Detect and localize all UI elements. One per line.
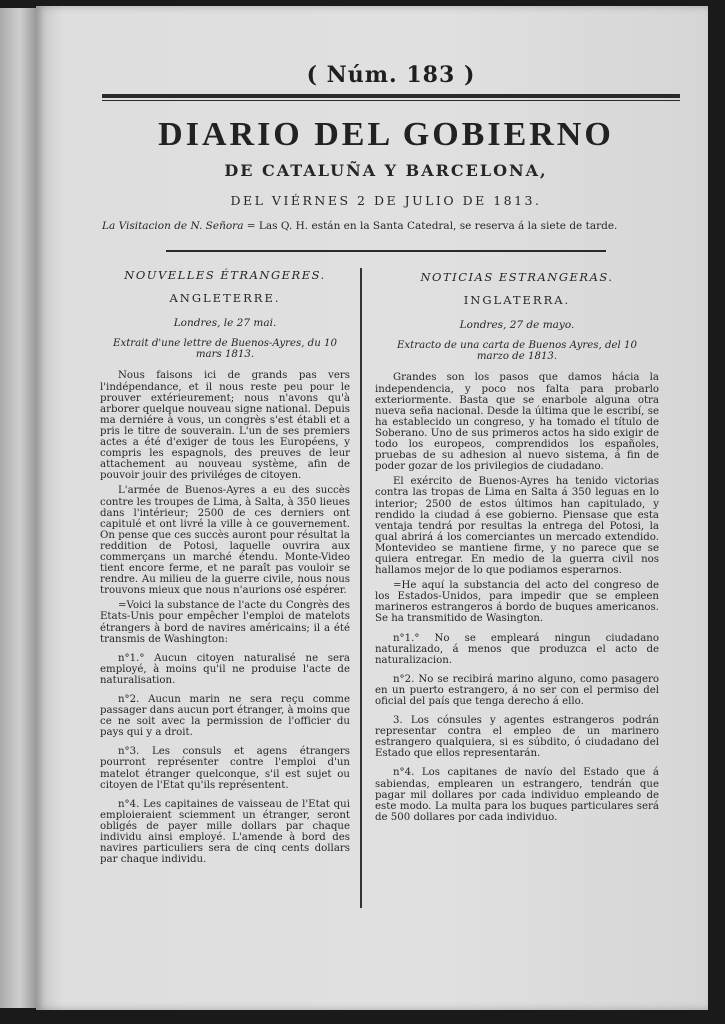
newspaper-title: DIARIO DEL GOBIERNO bbox=[158, 116, 614, 153]
spanish-country: INGLATERRA. bbox=[463, 293, 571, 308]
french-country: ANGLETERRE. bbox=[169, 291, 281, 306]
french-paragraph: =Voici la substance de l'acte du Congrès des Etats-Unis pour empêcher l'emploi de matelots étrangers à bord de navires américains; il a été transmis de Washington: bbox=[100, 600, 350, 645]
top-rule bbox=[102, 94, 680, 98]
french-paragraph: Nous faisons ici de grands pas vers l'indépendance, et il nous reste peu pour le prouver extérieurement; nous n'avons qu'à arborer quelque nouveau signe national. Depuis ma derniére à vous, un congrès s'est établi et a pris le titre de souverain. L'un de ses premiers actes a été d'exiger de tous les Européens, y compris les espagnols, des preuves de leur attachement au nouveau système, afin de pouvoir jouir des priviléges de citoyen. bbox=[100, 370, 350, 482]
religious-notice bbox=[102, 220, 662, 232]
notice-feast: La Visitacion de N. Señora = bbox=[102, 220, 256, 232]
french-article: n°3. Les consuls et agens étrangers pourront représenter contre l'emploi d'un matelot étranger quelconque, s'il est sujet ou citoyen de l'Etat qu'ils représentent. bbox=[100, 746, 350, 791]
spanish-column bbox=[375, 272, 659, 823]
spanish-section-heading: NOTICIAS ESTRANGERAS. bbox=[420, 270, 614, 284]
section-rule bbox=[166, 250, 606, 252]
spanish-paragraph: Grandes son los pasos que damos hácia la independencia, y poco nos falta para probarlo exteriormente. Basta que se enarbole alguna otra nueva seña nacional. Desde la última que le escribí, se ha establecido un congreso, y ha tomado el título de Soberano. Uno de sus primeros actos ha sido exigir de todo los europeos, comprendidos los españoles, pruebas de su adhesion al nuevo sistema, á fin de poder gozar de los privilegios de ciudadano. bbox=[375, 372, 659, 473]
spanish-dateline: Londres, 27 de mayo. bbox=[459, 319, 575, 332]
spanish-paragraph: =He aquí la substancia del acto del congreso de los Estados-Unidos, para impedir que se empleen marineros estrangeros á bordo de buques americanos. Se ha transmitido de Wasington. bbox=[375, 580, 659, 625]
french-paragraph: L'armée de Buenos-Ayres a eu des succès contre les troupes de Lima, à Salta, à 350 lieues dans l'intérieur; 2500 de ces derniers ont capitulé et ont livré la ville à ce gouvernement. On pense que ces succès auront pour résultat la reddition de Potosi, laquelle ouvrira aux commerçans un marché étendu. Monte-Video tient encore ferme, et ne paraît pas vouloir se rendre. Au milieu de la guerre civile, nous nous trouvons mieux que nous n'aurions osé espérer. bbox=[100, 485, 350, 597]
issue-number: ( Núm. 183 ) bbox=[306, 62, 476, 88]
french-section-heading: NOUVELLES ÉTRANGERES. bbox=[124, 268, 326, 282]
french-article: n°1.° Aucun citoyen naturalisé ne sera employé, à moins qu'il ne produise l'acte de naturalisation. bbox=[100, 652, 350, 686]
french-column bbox=[100, 270, 350, 865]
column-divider bbox=[360, 268, 362, 908]
notice-text: Las Q. H. están en la Santa Catedral, se reserva á la siete de tarde. bbox=[255, 220, 618, 232]
spanish-extract-title: Extracto de una carta de Buenos Ayres, del 10 marzo de 1813. bbox=[396, 340, 637, 363]
french-extract-title: Extrait d'une lettre de Buenos-Ayres, du 10 mars 1813. bbox=[113, 338, 337, 361]
facing-page-edge bbox=[0, 8, 36, 1008]
spanish-article: n°1.° No se empleará ningun ciudadano naturalizado, á menos que produzca el acto de naturalizacion. bbox=[375, 632, 659, 666]
spanish-article: n°2. No se recibirá marino alguno, como pasagero en un puerto estrangero, á no ser con el permiso del oficial del país que tenga derecho á ello. bbox=[375, 673, 659, 707]
french-article: n°4. Les capitaines de vaisseau de l'Etat qui emploieraient sciemment un étranger, seront obligés de payer mille dollars par chaque individu ainsi employé. L'amende à bord des navires particuliers sera de cinq cents dollars par chaque individu. bbox=[100, 798, 350, 866]
top-rule-thin bbox=[102, 100, 680, 101]
spanish-article: 3. Los cónsules y agentes estrangeros podrán representar contra el empleo de un marinero estrangero qualquiera, si es súbdito, ó ciudadano del Estado que ellos representarán. bbox=[375, 715, 659, 760]
newspaper-subtitle: DE CATALUÑA Y BARCELONA, bbox=[224, 161, 548, 180]
issue-date: DEL VIÉRNES 2 DE JULIO DE 1813. bbox=[230, 193, 542, 208]
newspaper-page bbox=[36, 6, 708, 1010]
spanish-paragraph: El exército de Buenos-Ayres ha tenido victorias contra las tropas de Lima en Salta á 350 leguas en lo interior; 2500 de estos últimos han capitulado, y rendido la ciudad á ese gobierno. Piensase que esta ventaja tendrá por resultas la entrega del Potosi, la qual abrirá á los comerciantes un mercado extendido. Montevideo se mantiene firme, y no parece que se quiera entregar. En medio de la guerra civil nos hallamos mejor de lo que podiamos esperarnos. bbox=[375, 476, 659, 577]
french-dateline: Londres, le 27 mai. bbox=[173, 317, 277, 330]
french-article: n°2. Aucun marin ne sera reçu comme passager dans aucun port étranger, à moins que ce ne soit avec la permission de l'officier du pays qui y a droit. bbox=[100, 694, 350, 739]
spanish-article: n°4. Los capitanes de navío del Estado que á sabiendas, emplearen un estrangero, tendrán que pagar mil dollares por cada individuo empleando de este modo. La multa para los buques particulares será de 500 dollares por cada individuo. bbox=[375, 767, 659, 823]
